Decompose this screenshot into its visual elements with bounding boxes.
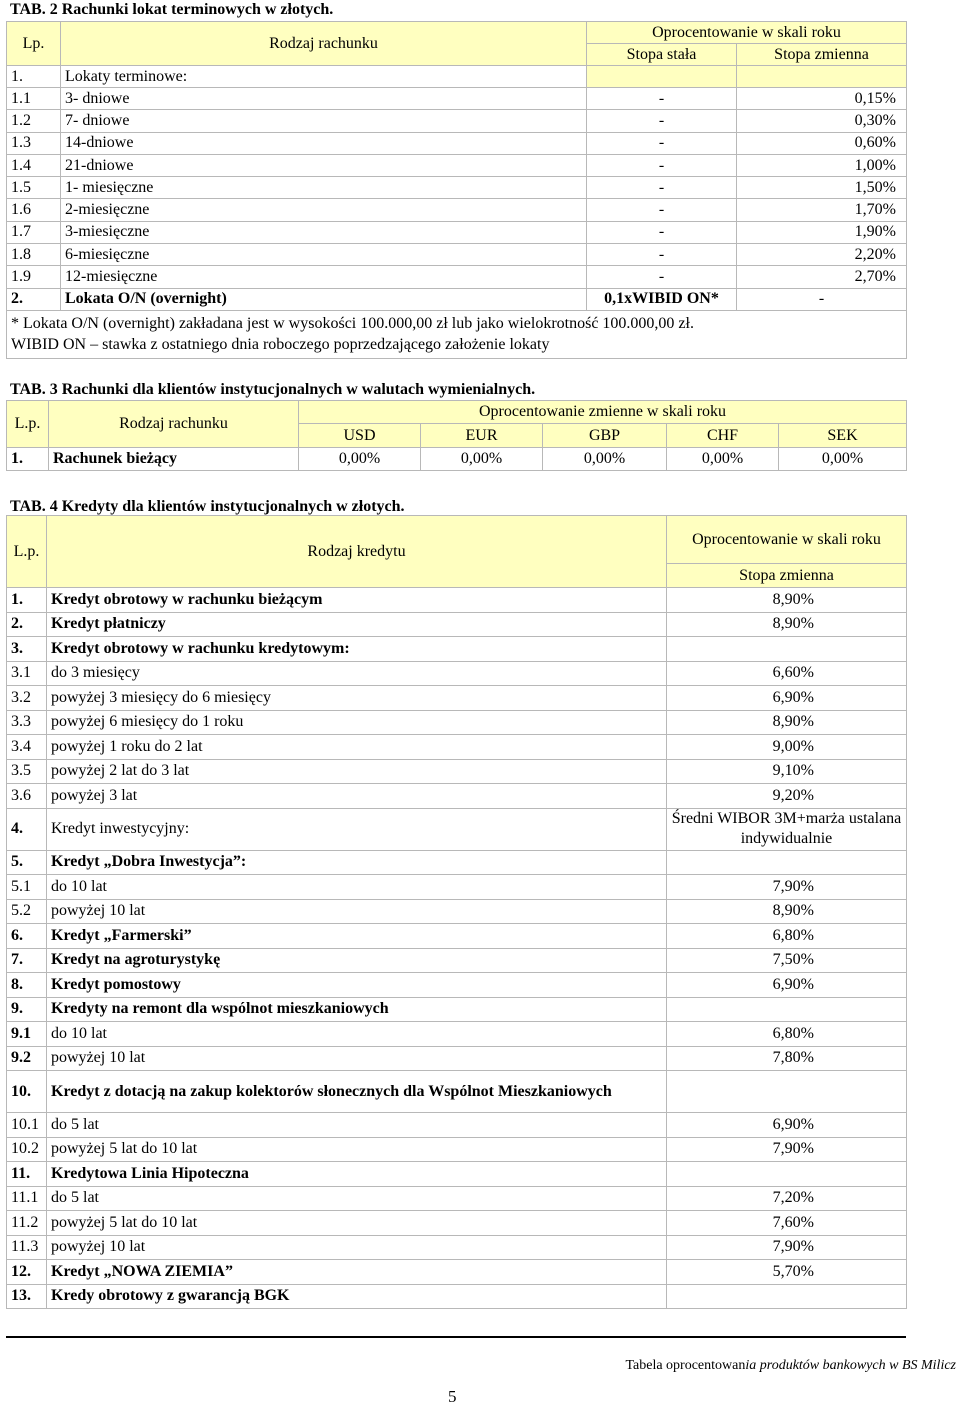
tab4-row-name: Kredyt obrotowy w rachunku kredytowym: bbox=[47, 637, 667, 662]
tab4-row bbox=[7, 637, 907, 662]
tab4-row bbox=[7, 948, 907, 973]
tab2-section-2-number: 2. bbox=[7, 288, 61, 310]
tab4-row-rate: 8,90% bbox=[667, 612, 907, 637]
tab4-row-name: do 10 lat bbox=[47, 1022, 667, 1047]
tab2-row-number: 1.8 bbox=[7, 244, 61, 266]
tab4-row bbox=[7, 1113, 907, 1138]
tab2-footnote-line-1: * Lokata O/N (overnight) zakładana jest w wysokości 100.000,00 zł lub jako wielokrotność 100.000,00 zł. bbox=[11, 315, 694, 333]
tab4-row-number: 4. bbox=[7, 808, 47, 850]
footer-caption-italic: ia produktów bankowych w BS Milicz bbox=[745, 1358, 956, 1373]
tab4-row bbox=[7, 973, 907, 998]
tab4-row bbox=[7, 1211, 907, 1236]
tab2-section-2-zmienna: - bbox=[737, 288, 907, 310]
tab4-row-rate bbox=[667, 1162, 907, 1187]
tab2-row bbox=[7, 110, 907, 132]
tab2-row bbox=[7, 154, 907, 176]
tab2-row-name: 7- dniowe bbox=[61, 110, 587, 132]
tab2-section-1-zmienna bbox=[737, 66, 907, 88]
tab4-row-rate: 9,10% bbox=[667, 759, 907, 784]
tab2-row bbox=[7, 244, 907, 266]
tab4-row-number: 13. bbox=[7, 1284, 47, 1309]
tab4-header-lp: L.p. bbox=[7, 516, 47, 588]
tab4-row-rate: 7,20% bbox=[667, 1186, 907, 1211]
tab4-row-number: 9.2 bbox=[7, 1046, 47, 1071]
tab2-row-number: 1.2 bbox=[7, 110, 61, 132]
tab2-row-zmienna: 2,20% bbox=[737, 244, 907, 266]
tab4-row-rate: 8,90% bbox=[667, 899, 907, 924]
tab2-footnote-line-2: WIBID ON – stawka z ostatniego dnia roboczego poprzedzającego założenie lokaty bbox=[11, 336, 550, 354]
tab2-section-1-number: 1. bbox=[7, 66, 61, 88]
tab2-row-zmienna: 0,30% bbox=[737, 110, 907, 132]
tab3-row-value: 0,00% bbox=[421, 448, 543, 471]
tab2-row-name: 21-dniowe bbox=[61, 154, 587, 176]
tab4-row-name: do 5 lat bbox=[47, 1113, 667, 1138]
page-number: 5 bbox=[448, 1387, 457, 1406]
tab4-row bbox=[7, 875, 907, 900]
tab3-currency-header: GBP bbox=[543, 424, 667, 448]
tab2-row-number: 1.9 bbox=[7, 266, 61, 288]
tab4-row-number: 6. bbox=[7, 924, 47, 949]
tab4-row-rate bbox=[667, 997, 907, 1022]
tab2-title: TAB. 2 Rachunki lokat terminowych w złotych. bbox=[10, 1, 334, 18]
tab4-row-rate: 9,00% bbox=[667, 735, 907, 760]
tab2-row bbox=[7, 199, 907, 221]
tab4-row bbox=[7, 686, 907, 711]
tab4-row bbox=[7, 1260, 907, 1285]
tab4-row bbox=[7, 784, 907, 809]
tab2-header-stala: Stopa stała bbox=[587, 44, 737, 66]
tab4-row-name: Kredyt „Dobra Inwestycja”: bbox=[47, 850, 667, 875]
tab4-row-name: powyżej 10 lat bbox=[47, 1046, 667, 1071]
tab4-row bbox=[7, 710, 907, 735]
tab3-row-value: 0,00% bbox=[667, 448, 779, 471]
tab4-row bbox=[7, 1186, 907, 1211]
tab2-row bbox=[7, 132, 907, 154]
tab4-row bbox=[7, 588, 907, 613]
tab2-row-stala: - bbox=[587, 88, 737, 110]
tab2-row-name: 14-dniowe bbox=[61, 132, 587, 154]
tab4-row-number: 11.2 bbox=[7, 1211, 47, 1236]
tab4-row-number: 12. bbox=[7, 1260, 47, 1285]
tab4-row-rate: 7,90% bbox=[667, 875, 907, 900]
tab3-currency-header: EUR bbox=[421, 424, 543, 448]
tab3-header-oprocentowanie: Oprocentowanie zmienne w skali roku bbox=[299, 401, 907, 424]
tab2-row-stala: - bbox=[587, 221, 737, 243]
tab4-row-rate: 5,70% bbox=[667, 1260, 907, 1285]
tab4-row-number: 5. bbox=[7, 850, 47, 875]
tab4-row-name: Kredyt obrotowy w rachunku bieżącym bbox=[47, 588, 667, 613]
tab2-row bbox=[7, 177, 907, 199]
tab3-header-rodzaj: Rodzaj rachunku bbox=[49, 401, 299, 448]
tab2-row-number: 1.7 bbox=[7, 221, 61, 243]
tab4-row bbox=[7, 1162, 907, 1187]
tab3-header-lp: L.p. bbox=[7, 401, 49, 448]
tab4-row-number: 5.2 bbox=[7, 899, 47, 924]
tab4-row-number: 11.1 bbox=[7, 1186, 47, 1211]
tab3-title: TAB. 3 Rachunki dla klientów instytucjonalnych w walutach wymienialnych. bbox=[10, 381, 536, 398]
tab2-row bbox=[7, 221, 907, 243]
tab4-row bbox=[7, 735, 907, 760]
tab4-row-number: 10.2 bbox=[7, 1137, 47, 1162]
tab2-header-oprocentowanie: Oprocentowanie w skali roku bbox=[587, 22, 907, 44]
tab3-row-value: 0,00% bbox=[779, 448, 907, 471]
tab4-row-number: 11.3 bbox=[7, 1235, 47, 1260]
tab2-row-number: 1.6 bbox=[7, 199, 61, 221]
tab4-row-number: 3.6 bbox=[7, 784, 47, 809]
tab4-row-number: 3.3 bbox=[7, 710, 47, 735]
tab2-row-stala: - bbox=[587, 110, 737, 132]
tab4-row-name: Kredy obrotowy z gwarancją BGK bbox=[47, 1284, 667, 1309]
tab2-row-name: 1- miesięczne bbox=[61, 177, 587, 199]
tab2-row-zmienna: 2,70% bbox=[737, 266, 907, 288]
tab4-row-rate: 6,90% bbox=[667, 686, 907, 711]
tab4-row-name: powyżej 5 lat do 10 lat bbox=[47, 1137, 667, 1162]
tab4-row bbox=[7, 924, 907, 949]
tab4-row-name: powyżej 6 miesięcy do 1 roku bbox=[47, 710, 667, 735]
tab2-row-name: 6-miesięczne bbox=[61, 244, 587, 266]
tab3-row-value: 0,00% bbox=[299, 448, 421, 471]
tab2-section-2-stala: 0,1xWIBID ON* bbox=[587, 288, 737, 310]
tab4-row-rate: 7,80% bbox=[667, 1046, 907, 1071]
tab2-section-1-stala bbox=[587, 66, 737, 88]
footer-caption-normal: Tabela oprocentowan bbox=[625, 1358, 746, 1373]
tab4-row-name: powyżej 10 lat bbox=[47, 1235, 667, 1260]
tab2-row-name: 3-miesięczne bbox=[61, 221, 587, 243]
tab2-row-zmienna: 0,15% bbox=[737, 88, 907, 110]
tab4-row bbox=[7, 997, 907, 1022]
tab4-row bbox=[7, 1071, 907, 1113]
tab4-row-rate bbox=[667, 1071, 907, 1113]
tab4-row-number: 5.1 bbox=[7, 875, 47, 900]
tab4-row-name: do 5 lat bbox=[47, 1186, 667, 1211]
tab4-row-rate: 6,90% bbox=[667, 1113, 907, 1138]
tab2-table bbox=[6, 21, 907, 359]
tab4-row-rate: 6,80% bbox=[667, 924, 907, 949]
tab4-row-number: 10. bbox=[7, 1071, 47, 1113]
tab2-section-2-row bbox=[7, 288, 907, 310]
tab4-row-rate bbox=[667, 1284, 907, 1309]
tab4-row-rate: 6,80% bbox=[667, 1022, 907, 1047]
tab2-row-name: 3- dniowe bbox=[61, 88, 587, 110]
tab2-header-rodzaj: Rodzaj rachunku bbox=[61, 22, 587, 66]
tab2-row-stala: - bbox=[587, 244, 737, 266]
tab3-row-value: 0,00% bbox=[543, 448, 667, 471]
tab4-row-name: powyżej 10 lat bbox=[47, 899, 667, 924]
tab2-row-zmienna: 1,70% bbox=[737, 199, 907, 221]
tab4-row-number: 11. bbox=[7, 1162, 47, 1187]
tab4-row-name: Kredyty na remont dla wspólnot mieszkaniowych bbox=[47, 997, 667, 1022]
tab2-row-number: 1.3 bbox=[7, 132, 61, 154]
tab4-row-rate bbox=[667, 637, 907, 662]
tab4-row bbox=[7, 661, 907, 686]
tab4-table bbox=[6, 515, 907, 1309]
tab4-row bbox=[7, 1284, 907, 1309]
footer-caption bbox=[625, 1358, 956, 1374]
tab4-header-zmienna: Stopa zmienna bbox=[667, 564, 907, 588]
tab2-row-name: 12-miesięczne bbox=[61, 266, 587, 288]
tab4-row-rate bbox=[667, 850, 907, 875]
tab4-row-number: 10.1 bbox=[7, 1113, 47, 1138]
tab4-row-number: 1. bbox=[7, 588, 47, 613]
tab4-row-number: 7. bbox=[7, 948, 47, 973]
tab2-row-zmienna: 0,60% bbox=[737, 132, 907, 154]
tab3-row-number: 1. bbox=[7, 448, 49, 471]
tab4-row-name: do 3 miesięcy bbox=[47, 661, 667, 686]
tab2-row-number: 1.4 bbox=[7, 154, 61, 176]
tab4-row-name: do 10 lat bbox=[47, 875, 667, 900]
tab4-row-rate: Średni WIBOR 3M+marża ustalana indywidualnie bbox=[667, 808, 907, 850]
tab4-row-number: 3.1 bbox=[7, 661, 47, 686]
tab4-row-name: powyżej 3 miesięcy do 6 miesięcy bbox=[47, 686, 667, 711]
tab4-row-number: 3.2 bbox=[7, 686, 47, 711]
tab3-row-name: Rachunek bieżący bbox=[49, 448, 299, 471]
tab4-row-number: 3. bbox=[7, 637, 47, 662]
tab2-section-1-label: Lokaty terminowe: bbox=[61, 66, 587, 88]
tab4-row-number: 8. bbox=[7, 973, 47, 998]
tab4-row bbox=[7, 1046, 907, 1071]
tab2-row bbox=[7, 88, 907, 110]
tab4-row-name: Kredyt na agroturystykę bbox=[47, 948, 667, 973]
tab4-row bbox=[7, 759, 907, 784]
tab4-row bbox=[7, 1022, 907, 1047]
tab3-currency-header: SEK bbox=[779, 424, 907, 448]
tab4-row-name: Kredyt płatniczy bbox=[47, 612, 667, 637]
tab4-header-rodzaj: Rodzaj kredytu bbox=[47, 516, 667, 588]
tab3-currency-header: USD bbox=[299, 424, 421, 448]
tab2-row-stala: - bbox=[587, 199, 737, 221]
tab4-row bbox=[7, 850, 907, 875]
tab4-row bbox=[7, 899, 907, 924]
tab4-row-rate: 7,50% bbox=[667, 948, 907, 973]
tab4-row-rate: 7,60% bbox=[667, 1211, 907, 1236]
tab2-section-1-row bbox=[7, 66, 907, 88]
tab2-row-zmienna: 1,90% bbox=[737, 221, 907, 243]
tab2-row-stala: - bbox=[587, 154, 737, 176]
tab4-row-rate: 7,90% bbox=[667, 1235, 907, 1260]
tab4-row-name: powyżej 3 lat bbox=[47, 784, 667, 809]
tab4-row-name: Kredyt pomostowy bbox=[47, 973, 667, 998]
tab4-row-number: 3.4 bbox=[7, 735, 47, 760]
tab4-row-name: Kredyt „NOWA ZIEMIA” bbox=[47, 1260, 667, 1285]
tab4-row-number: 9. bbox=[7, 997, 47, 1022]
tab2-footnote bbox=[7, 310, 907, 358]
tab4-row-name: Kredyt „Farmerski” bbox=[47, 924, 667, 949]
tab4-row-rate: 9,20% bbox=[667, 784, 907, 809]
tab4-row-rate: 7,90% bbox=[667, 1137, 907, 1162]
tab2-row-name: 2-miesięczne bbox=[61, 199, 587, 221]
tab3-table bbox=[6, 400, 907, 471]
tab3-currency-header: CHF bbox=[667, 424, 779, 448]
tab2-row-zmienna: 1,50% bbox=[737, 177, 907, 199]
tab4-row-number: 3.5 bbox=[7, 759, 47, 784]
tab4-row bbox=[7, 1235, 907, 1260]
tab2-row-zmienna: 1,00% bbox=[737, 154, 907, 176]
tab4-row-name: powyżej 2 lat do 3 lat bbox=[47, 759, 667, 784]
tab4-row-rate: 6,60% bbox=[667, 661, 907, 686]
tab4-row-rate: 6,90% bbox=[667, 973, 907, 998]
tab4-row-name: powyżej 1 roku do 2 lat bbox=[47, 735, 667, 760]
tab2-row-stala: - bbox=[587, 132, 737, 154]
tab2-row-stala: - bbox=[587, 266, 737, 288]
tab4-row-rate: 8,90% bbox=[667, 588, 907, 613]
tab2-section-2-label: Lokata O/N (overnight) bbox=[61, 288, 587, 310]
tab4-row-number: 9.1 bbox=[7, 1022, 47, 1047]
footer-divider bbox=[6, 1336, 906, 1338]
tab4-row-name: powyżej 5 lat do 10 lat bbox=[47, 1211, 667, 1236]
tab4-header-oprocentowanie: Oprocentowanie w skali roku bbox=[667, 516, 907, 564]
tab4-row-name: Kredyt z dotacją na zakup kolektorów słonecznych dla Wspólnot Mieszkaniowych bbox=[47, 1071, 667, 1113]
tab4-row bbox=[7, 612, 907, 637]
tab4-row-name: Kredytowa Linia Hipoteczna bbox=[47, 1162, 667, 1187]
tab2-row-number: 1.5 bbox=[7, 177, 61, 199]
tab4-row-number: 2. bbox=[7, 612, 47, 637]
tab4-title: TAB. 4 Kredyty dla klientów instytucjonalnych w złotych. bbox=[10, 498, 405, 515]
tab4-row bbox=[7, 1137, 907, 1162]
tab4-row-rate: 8,90% bbox=[667, 710, 907, 735]
tab2-row-stala: - bbox=[587, 177, 737, 199]
tab2-row bbox=[7, 266, 907, 288]
tab4-row bbox=[7, 808, 907, 850]
tab2-row-number: 1.1 bbox=[7, 88, 61, 110]
tab4-row-name: Kredyt inwestycyjny: bbox=[47, 808, 667, 850]
tab2-header-lp: Lp. bbox=[7, 22, 61, 66]
tab2-header-zmienna: Stopa zmienna bbox=[737, 44, 907, 66]
